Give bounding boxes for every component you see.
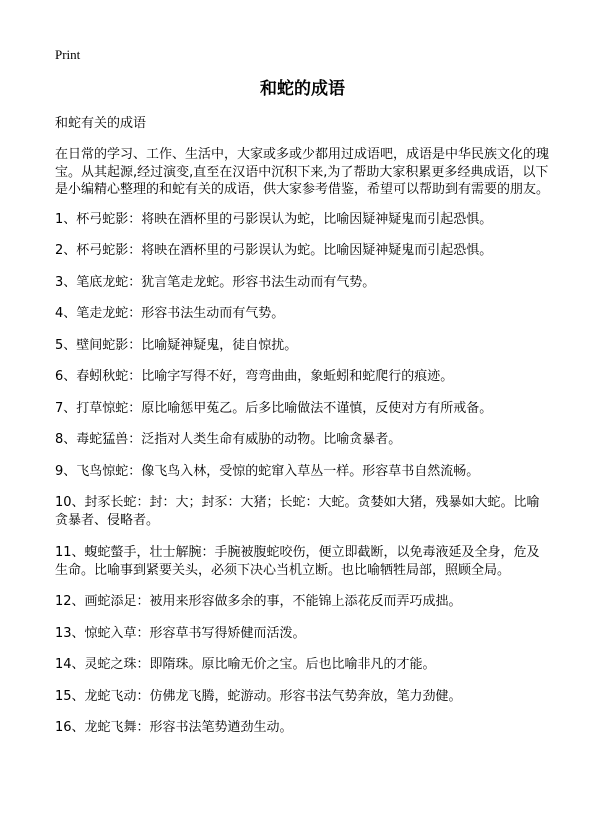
list-item: 9、飞鸟惊蛇：像飞鸟入林，受惊的蛇窜入草丛一样。形容草书自然流畅。 bbox=[55, 463, 480, 479]
list-item: 1、杯弓蛇影：将映在酒杯里的弓影误认为蛇，比喻因疑神疑鬼而引起恐惧。 bbox=[55, 211, 493, 227]
list-item: 8、毒蛇猛兽：泛指对人类生命有威胁的动物。比喻贪暴者。 bbox=[55, 432, 402, 447]
list-item: 10、封豕长蛇：封：大；封豕：大猪；长蛇：大蛇。贪婪如大猪，残暴如大蛇。比喻贪暴者、侵略者。 bbox=[55, 495, 540, 528]
intro-paragraph: 在日常的学习、工作、生活中，大家或多或少都用过成语吧，成语是中华民族文化的瑰宝。从其起源,经过演变,直至在汉语中沉积下来,为了帮助大家积累更多经典成语，以下是小编精心整理的和蛇有关的成语，供大家参考借鉴，希望可以帮助到有需要的朋友。 bbox=[55, 147, 550, 197]
list-item: 5、壁间蛇影：比喻疑神疑鬼，徒自惊扰。 bbox=[55, 337, 298, 353]
list-item: 6、春蚓秋蛇：比喻字写得不好，弯弯曲曲，象蚯蚓和蛇爬行的痕迹。 bbox=[55, 369, 454, 384]
list-item: 16、龙蛇飞舞：形容书法笔势遒劲生动。 bbox=[55, 720, 293, 735]
list-item: 13、惊蛇入草：形容草书写得矫健而活泼。 bbox=[55, 625, 306, 641]
list-item: 12、画蛇添足：被用来形容做多余的事，不能锦上添花反而弄巧成拙。 bbox=[55, 594, 462, 609]
list-item: 2、杯弓蛇影：将映在酒杯里的弓影误认为蛇。比喻因疑神疑鬼而引起恐惧。 bbox=[55, 243, 493, 258]
list-item: 15、龙蛇飞动：仿佛龙飞腾，蛇游动。形容书法气势奔放，笔力劲健。 bbox=[55, 688, 462, 704]
list-item: 3、笔底龙蛇：犹言笔走龙蛇。形容书法生动而有气势。 bbox=[55, 274, 376, 290]
print-link[interactable]: Print bbox=[55, 47, 81, 62]
list-item: 14、灵蛇之珠：即隋珠。原比喻无价之宝。后也比喻非凡的才能。 bbox=[55, 657, 436, 672]
list-item: 11、蝮蛇螫手，壮士解腕：手腕被腹蛇咬伤，便立即截断，以免毒液延及全身，危及生命。比喻事到紧要关头，必须下决心当机立断。也比喻牺牲局部，照顾全局。 bbox=[55, 544, 540, 578]
list-item: 7、打草惊蛇：原比喻惩甲菟乙。后多比喻做法不谨慎，反使对方有所戒备。 bbox=[55, 400, 493, 416]
document-subtitle: 和蛇有关的成语 bbox=[55, 116, 147, 131]
idiom-list bbox=[55, 211, 550, 738]
list-item: 4、笔走龙蛇：形容书法生动而有气势。 bbox=[55, 306, 285, 321]
page-title: 和蛇的成语 bbox=[260, 79, 345, 99]
